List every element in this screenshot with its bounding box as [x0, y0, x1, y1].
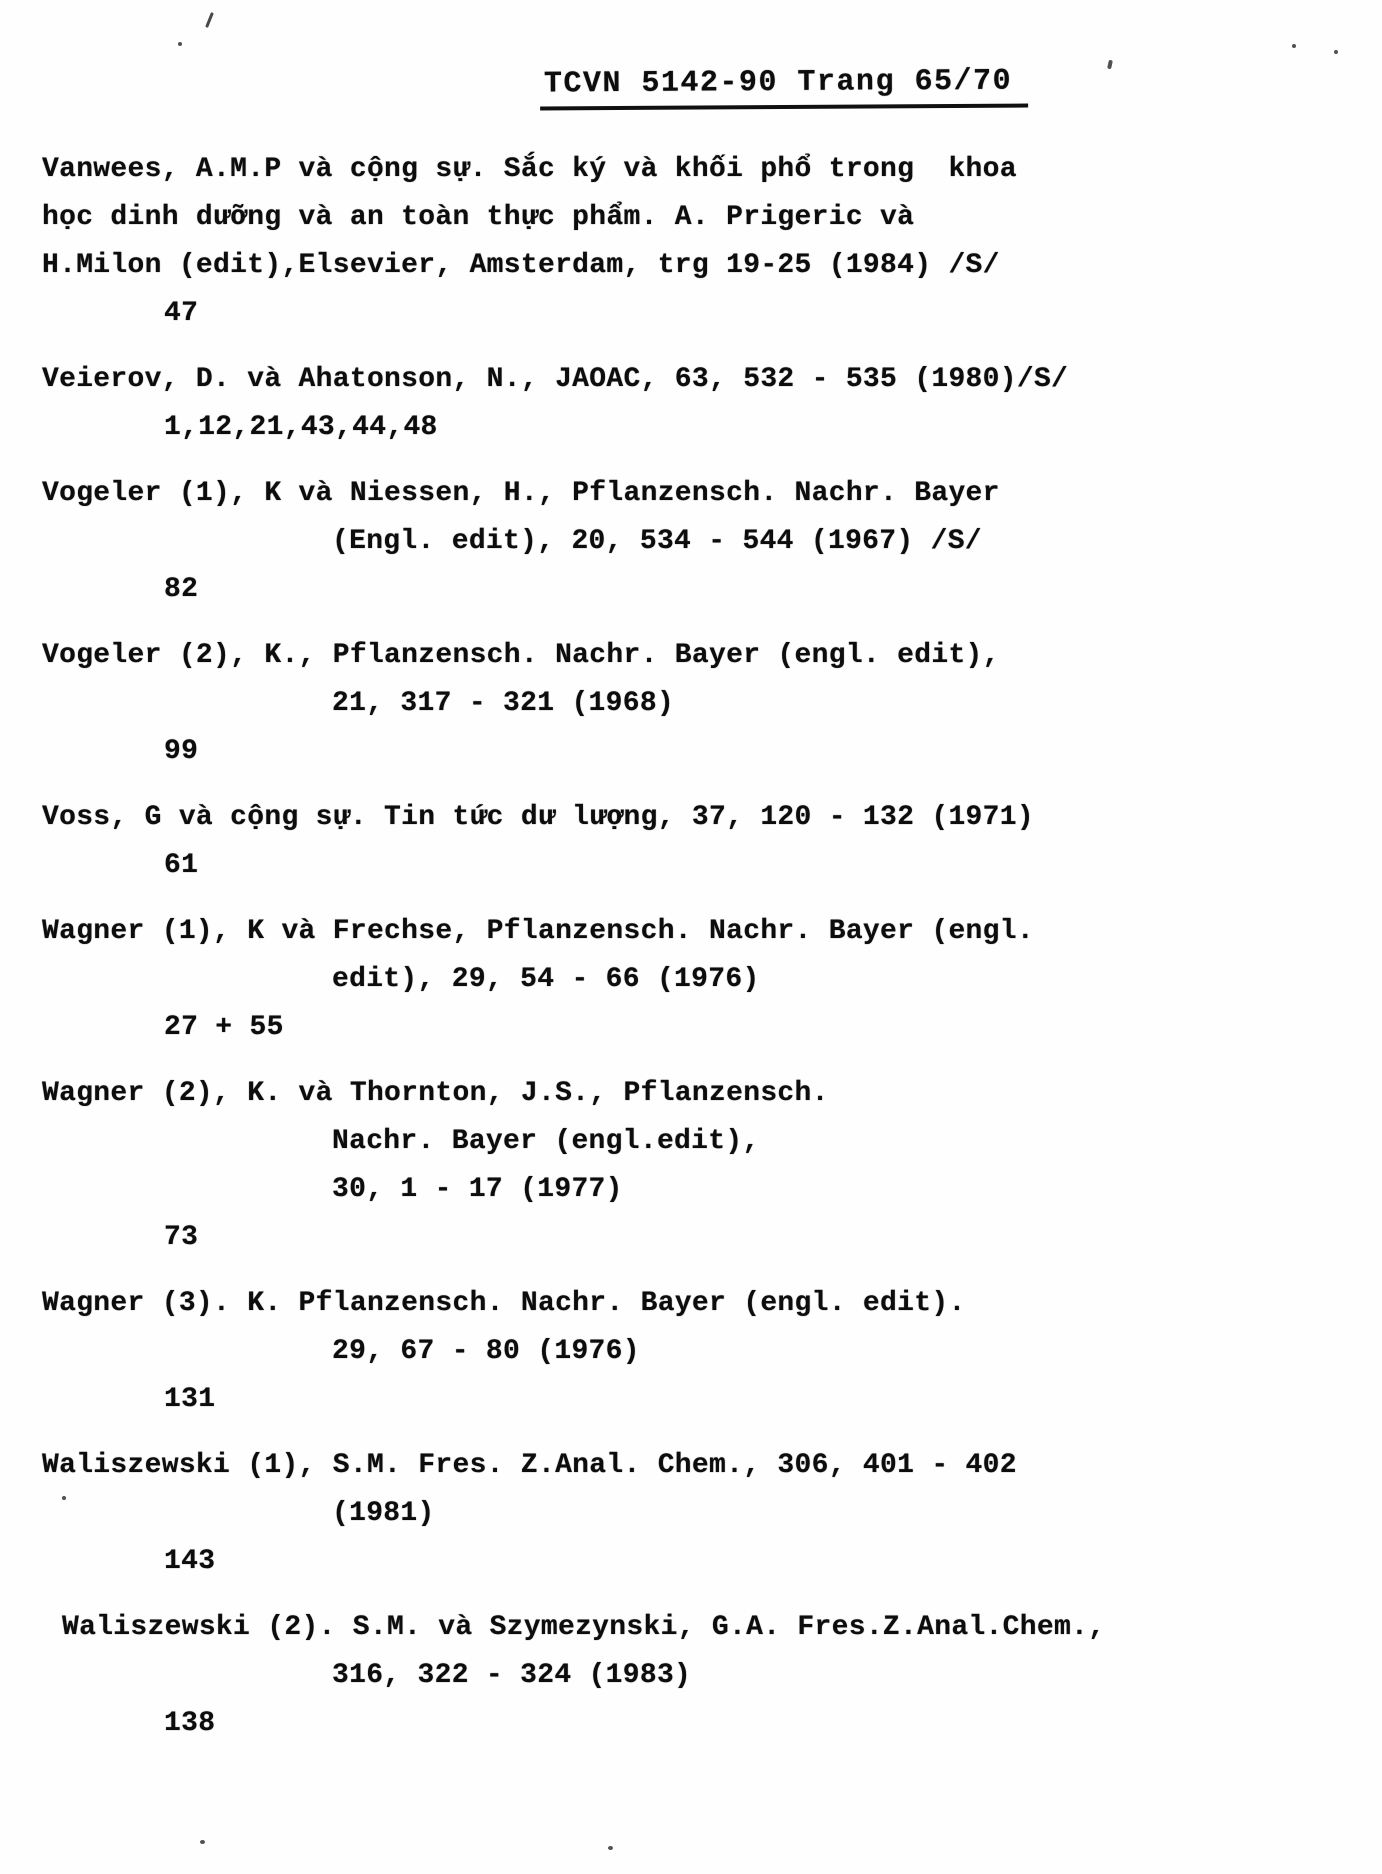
reference-line: Waliszewski (1), S.M. Fres. Z.Anal. Chem., 306, 401 - 402	[42, 1450, 1017, 1481]
scan-speck	[200, 1840, 205, 1844]
reference-line: H.Milon (edit),Elsevier, Amsterdam, trg 19-25 (1984) /S/	[42, 250, 1000, 281]
reference-entry	[42, 146, 1382, 338]
reference-line: Vanwees, A.M.P và cộng sự. Sắc ký và khối phổ trong khoa	[42, 154, 1017, 185]
reference-line: Waliszewski (2). S.M. và Szymezynski, G.A. Fres.Z.Anal.Chem.,	[62, 1612, 1106, 1643]
reference-entry	[42, 356, 1382, 452]
scan-speck	[608, 1846, 613, 1850]
reference-entry	[42, 1280, 1382, 1424]
header-text: TCVN 5142-90 Trang 65/70	[540, 65, 1028, 111]
reference-entry	[42, 1442, 1382, 1586]
reference-numbers: 61	[164, 850, 199, 881]
reference-numbers: 138	[164, 1708, 216, 1739]
scan-speck	[178, 42, 182, 46]
reference-numbers: 82	[164, 574, 199, 605]
reference-numbers: 99	[164, 736, 199, 767]
reference-line: Vogeler (2), K., Pflanzensch. Nachr. Bayer (engl. edit),	[42, 640, 1000, 671]
reference-entry	[42, 470, 1382, 614]
reference-line: Wagner (2), K. và Thornton, J.S., Pflanzensch.	[42, 1078, 829, 1109]
reference-line: Wagner (3). K. Pflanzensch. Nachr. Bayer (engl. edit).	[42, 1288, 966, 1319]
reference-list	[0, 118, 1382, 1748]
reference-line: Veierov, D. và Ahatonson, N., JAOAC, 63, 532 - 535 (1980)/S/	[42, 364, 1069, 395]
reference-line: edit), 29, 54 - 66 (1976)	[332, 964, 760, 995]
reference-line: (1981)	[332, 1498, 435, 1529]
reference-line: Vogeler (1), K và Niessen, H., Pflanzensch. Nachr. Bayer	[42, 478, 1000, 509]
reference-numbers: 47	[164, 298, 199, 329]
page-header	[0, 0, 1382, 118]
reference-entry	[42, 1604, 1382, 1748]
reference-numbers: 73	[164, 1222, 199, 1253]
reference-numbers: 1,12,21,43,44,48	[164, 412, 438, 443]
reference-line: 30, 1 - 17 (1977)	[332, 1174, 623, 1205]
reference-line: (Engl. edit), 20, 534 - 544 (1967) /S/	[332, 526, 982, 557]
reference-line: Voss, G và cộng sự. Tin tức dư lượng, 37, 120 - 132 (1971)	[42, 802, 1034, 833]
reference-entry	[42, 794, 1382, 890]
scan-speck	[1334, 50, 1338, 54]
reference-entry	[42, 1070, 1382, 1262]
reference-line: 21, 317 - 321 (1968)	[332, 688, 675, 719]
reference-numbers: 131	[164, 1384, 216, 1415]
reference-line: học dinh dưỡng và an toàn thực phẩm. A. Prigeric và	[42, 202, 915, 233]
scan-speck	[1292, 44, 1296, 48]
reference-line: 316, 322 - 324 (1983)	[332, 1660, 692, 1691]
reference-line: Nachr. Bayer (engl.edit),	[332, 1126, 760, 1157]
scan-speck	[62, 1496, 66, 1500]
reference-numbers: 27 + 55	[164, 1012, 284, 1043]
reference-line: Wagner (1), K và Frechse, Pflanzensch. Nachr. Bayer (engl.	[42, 916, 1034, 947]
reference-line: 29, 67 - 80 (1976)	[332, 1336, 640, 1367]
reference-entry	[42, 908, 1382, 1052]
reference-numbers: 143	[164, 1546, 216, 1577]
reference-entry	[42, 632, 1382, 776]
